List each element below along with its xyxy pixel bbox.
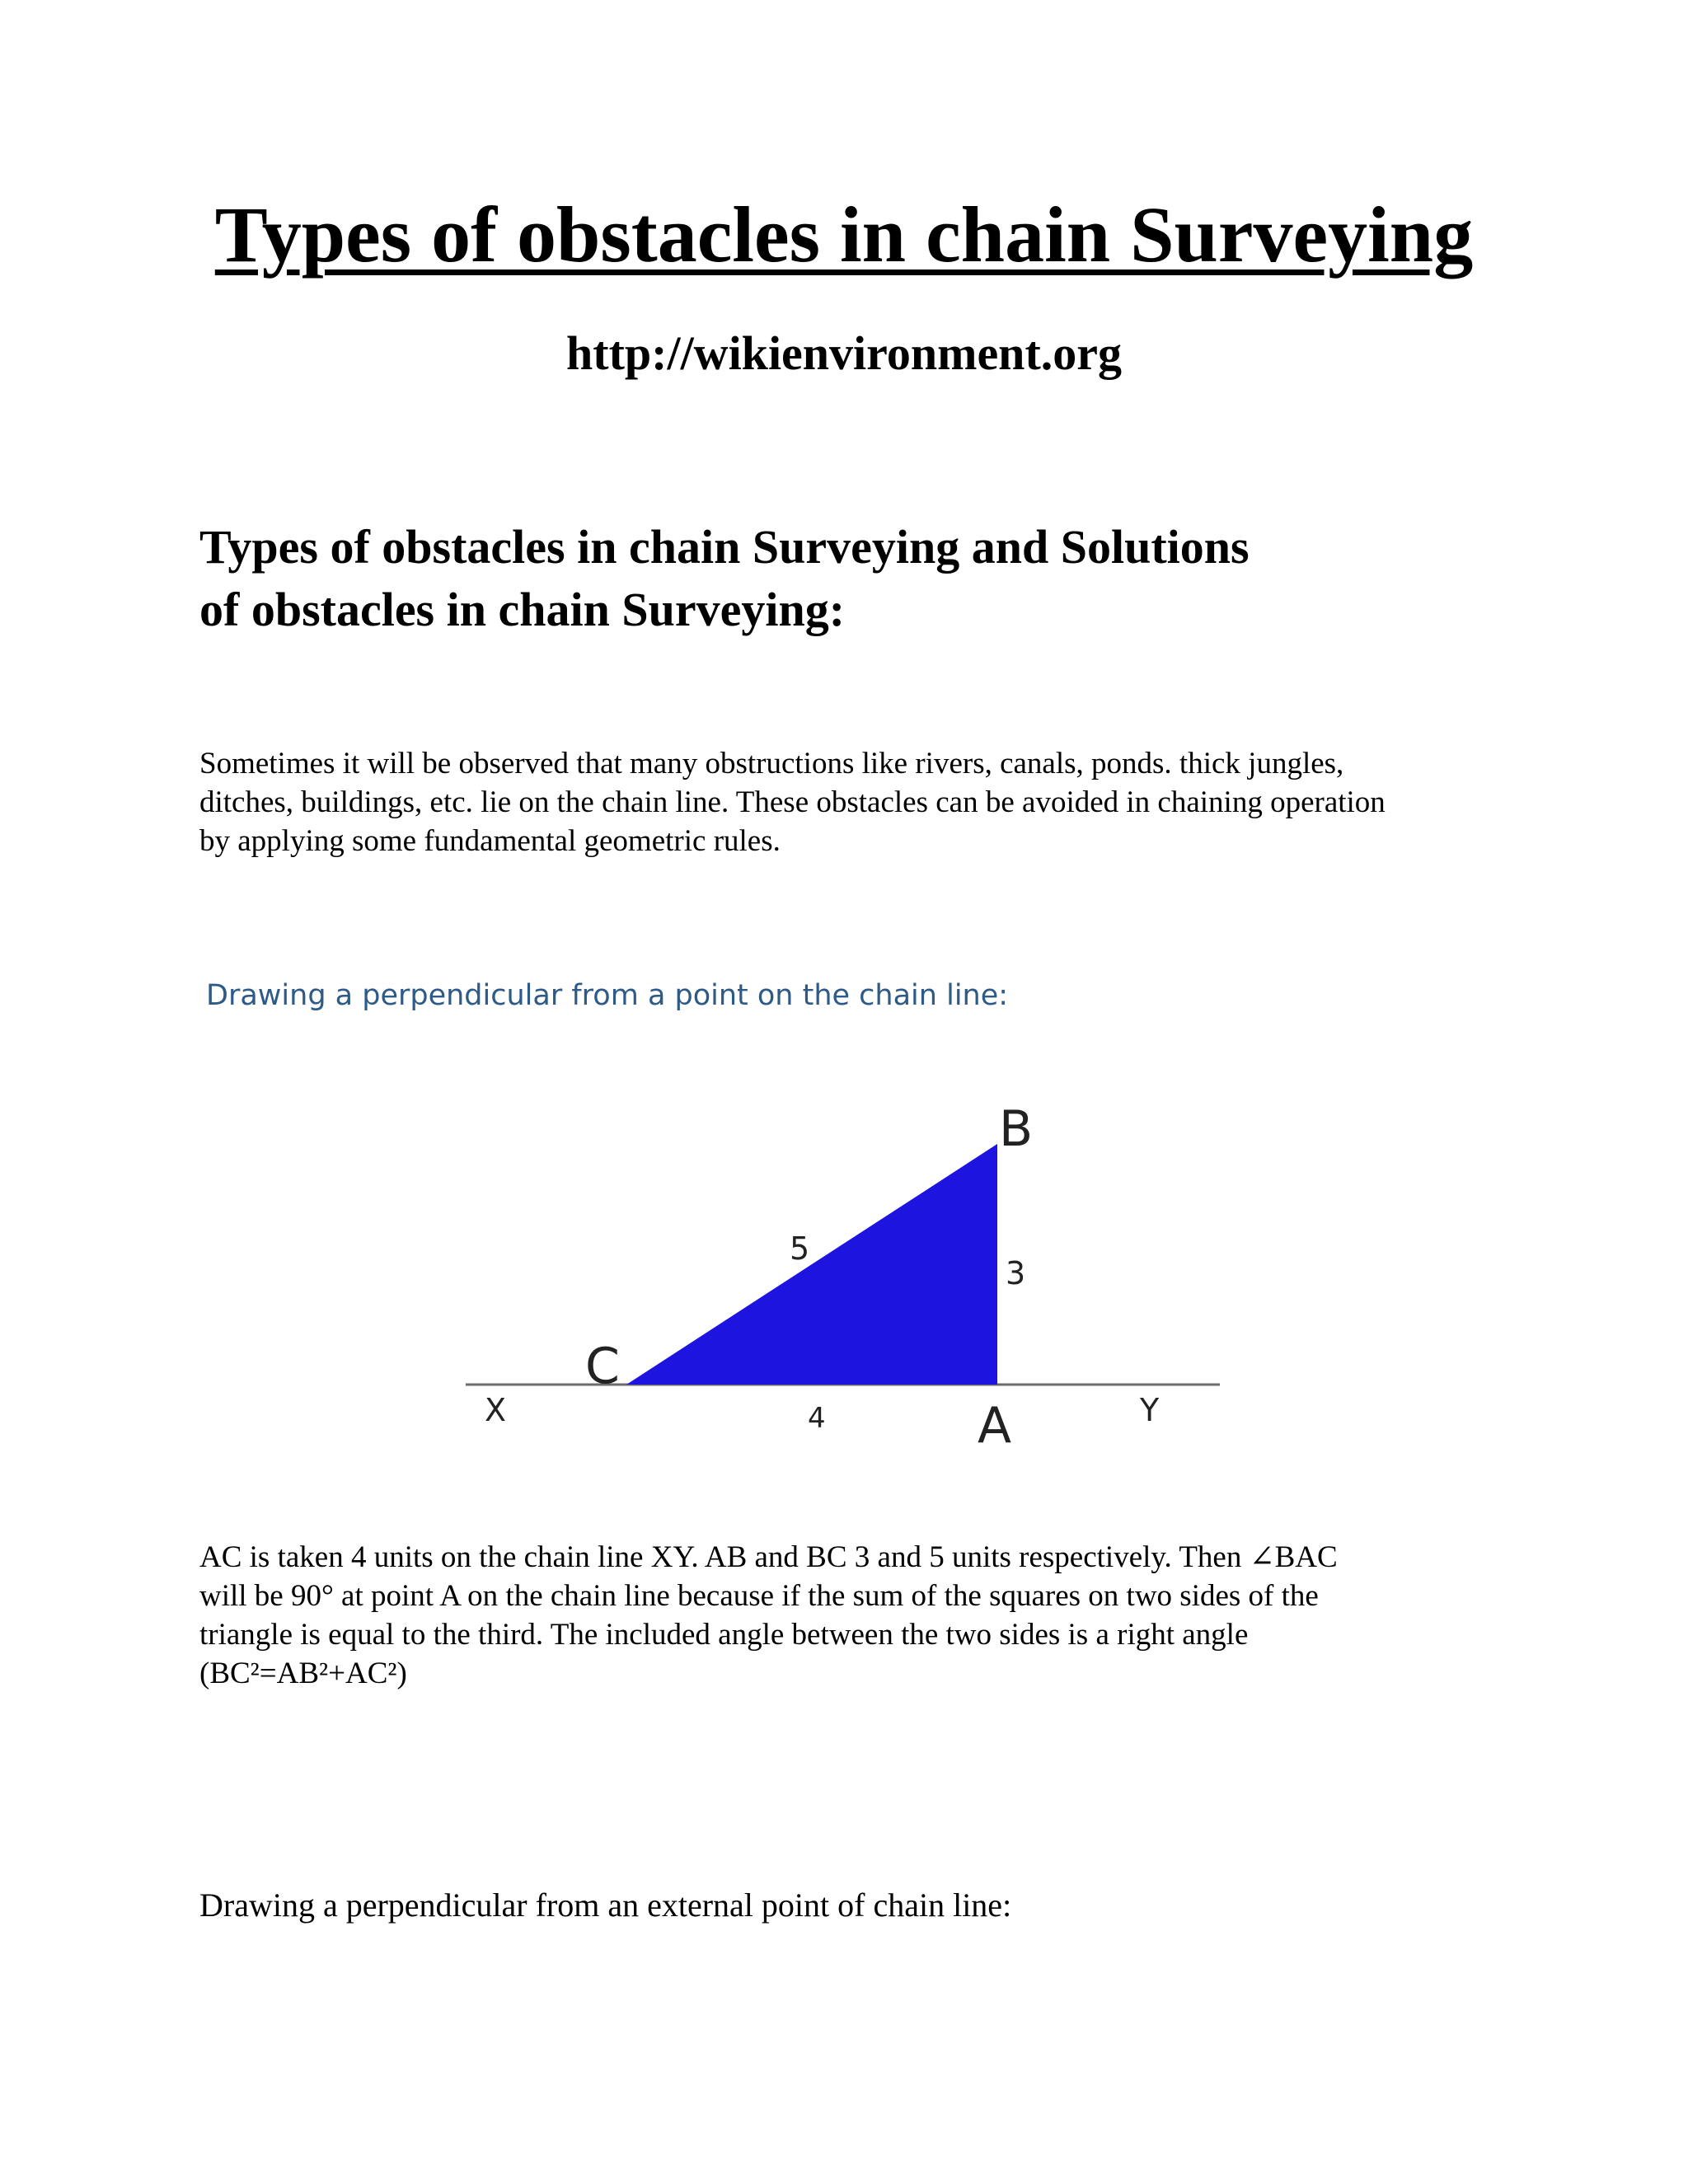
label-point-y: Y xyxy=(1140,1392,1160,1428)
triangle-abc xyxy=(626,1144,997,1385)
intro-line-3: by applying some fundamental geometric rules. xyxy=(199,824,781,858)
explanation-line-1: AC is taken 4 units on the chain line XY. AB and BC 3 and 5 units respectively. Then ∠BAC xyxy=(199,1540,1338,1574)
label-point-b: B xyxy=(999,1104,1034,1158)
right-triangle-diagram xyxy=(462,1104,1236,1451)
perpendicular-from-point-heading: Drawing a perpendicular from a point on the chain line: xyxy=(206,979,1009,1012)
source-url: http://wikienvironment.org xyxy=(566,326,1122,380)
label-point-a: A xyxy=(978,1397,1012,1451)
label-side-ab: 3 xyxy=(1006,1255,1026,1291)
section-heading-line-1: Types of obstacles in chain Surveying and Solutions xyxy=(199,520,1250,574)
document-title-text: Types of obstacles in chain Surveying xyxy=(214,190,1474,279)
section-heading xyxy=(199,516,1559,641)
label-point-c: C xyxy=(585,1338,620,1395)
perpendicular-from-external-point-heading: Drawing a perpendicular from an external point of chain line: xyxy=(199,1886,1012,1924)
section-heading-line-2: of obstacles in chain Surveying: xyxy=(199,583,846,636)
document-title xyxy=(0,191,1688,279)
label-side-ca: 4 xyxy=(808,1402,826,1435)
intro-paragraph xyxy=(199,744,1535,860)
explanation-paragraph xyxy=(199,1538,1535,1693)
label-point-x: X xyxy=(485,1392,507,1428)
label-side-cb: 5 xyxy=(790,1230,810,1267)
explanation-line-2: will be 90° at point A on the chain line because if the sum of the squares on two sides of the xyxy=(199,1579,1319,1613)
explanation-line-4: (BC²=AB²+AC²) xyxy=(199,1657,407,1690)
explanation-line-3: triangle is equal to the third. The included angle between the two sides is a right angle xyxy=(199,1618,1249,1652)
intro-line-2: ditches, buildings, etc. lie on the chain line. These obstacles can be avoided in chaining operation xyxy=(199,785,1386,819)
intro-line-1: Sometimes it will be observed that many obstructions like rivers, canals, ponds. thick jungles, xyxy=(199,747,1344,780)
